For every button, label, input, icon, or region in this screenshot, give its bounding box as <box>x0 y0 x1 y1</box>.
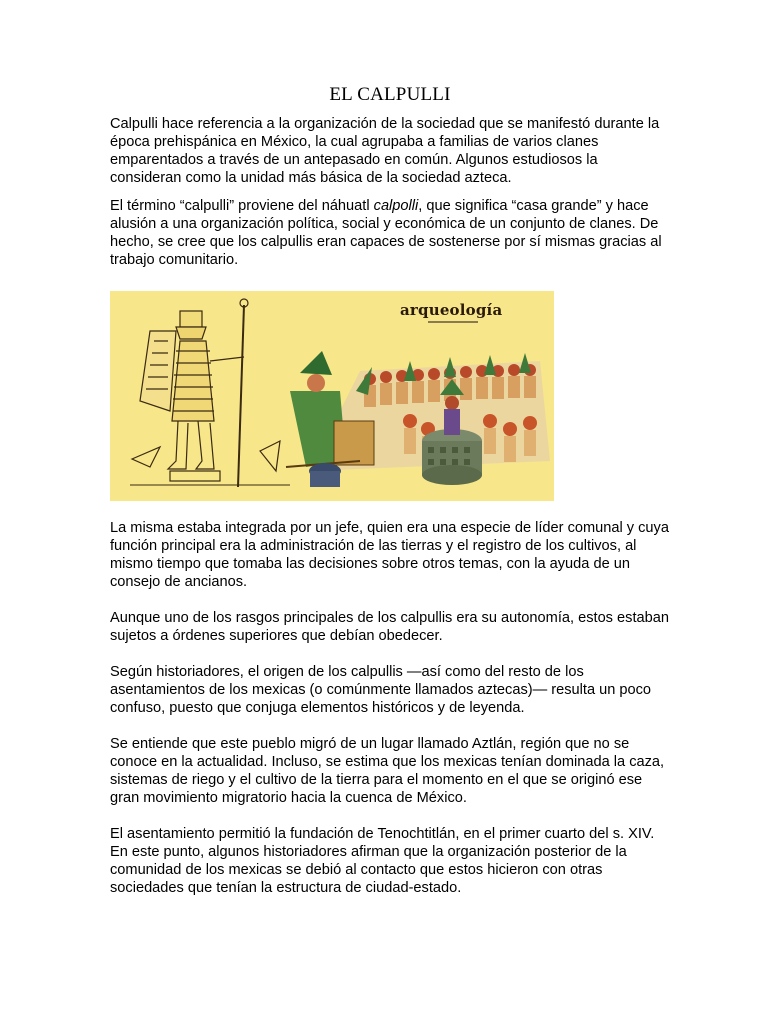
paragraph-etymology-italic-term: calpolli <box>373 198 419 214</box>
paragraph-etymology <box>110 197 670 269</box>
paragraph-origin: Según historiadores, el origen de los calpullis —así como del resto de los asentamientos de los mexicas (o comúnmente llamados aztecas)— resulta un poco confuso, puesto que conjuga elementos históricos y de leyenda. <box>110 664 652 716</box>
logo-underline <box>428 321 478 323</box>
aztec-illustration-image <box>110 291 554 501</box>
paragraph-etymology-end: , que significa “casa grande” y hace alusión a una organización política, social y económica de un conjunto de clanes. De hecho, se cree que los calpullis eran capaces de sostenerse por sí mismas gracias al trabajo comunitario. <box>110 198 662 268</box>
aztec-ceremony-scene <box>286 351 550 487</box>
paragraph-etymology-start: El término “calpulli” proviene del náhuatl <box>110 198 374 214</box>
page-title: EL CALPULLI <box>329 84 451 105</box>
paragraph-autonomy: Aunque uno de los rasgos principales de los calpullis era su autonomía, estos estaban sujetos a órdenes superiores que debían obedecer. <box>110 610 669 644</box>
paragraph-leader: La misma estaba integrada por un jefe, quien era una especie de líder comunal y cuya función principal era la administración de las tierras y el registro de los cultivos, al mismo tiempo que tomaba las decisiones sobre otros temas, con la ayuda de un consejo de ancianos. <box>110 520 669 590</box>
document-page <box>110 84 670 897</box>
paragraph-intro: Calpulli hace referencia a la organización de la sociedad que se manifestó durante la época prehispánica en México, la cual agrupaba a familias de varios clanes emparentados a través de un antepasado en común. Algunos estudiosos la consideran como la unidad más básica de la sociedad azteca. <box>110 116 660 186</box>
aztec-warrior-figure <box>130 299 290 487</box>
paragraph-aztlan: Se entiende que este pueblo migró de un lugar llamado Aztlán, región que no se conoce en la actualidad. Incluso, se estima que los mexicas tenían dominada la caza, sistemas de riego y el cultivo de la tierra para el momento en el que se originó ese gran movimiento migratorio hacia la cuenca de México. <box>110 736 665 806</box>
aztec-illustration-drawing <box>110 291 554 501</box>
paragraph-tenochtitlan: El asentamiento permitió la fundación de Tenochtitlán, en el primer cuarto del s. XIV. En este punto, algunos historiadores afirman que la organización posterior de la comunidad de los mexicas se debió al contacto que estos hicieron con otras sociedades que tenían la estructura de ciudad-estado. <box>110 826 655 896</box>
arqueologia-logo: arqueología <box>400 301 503 319</box>
